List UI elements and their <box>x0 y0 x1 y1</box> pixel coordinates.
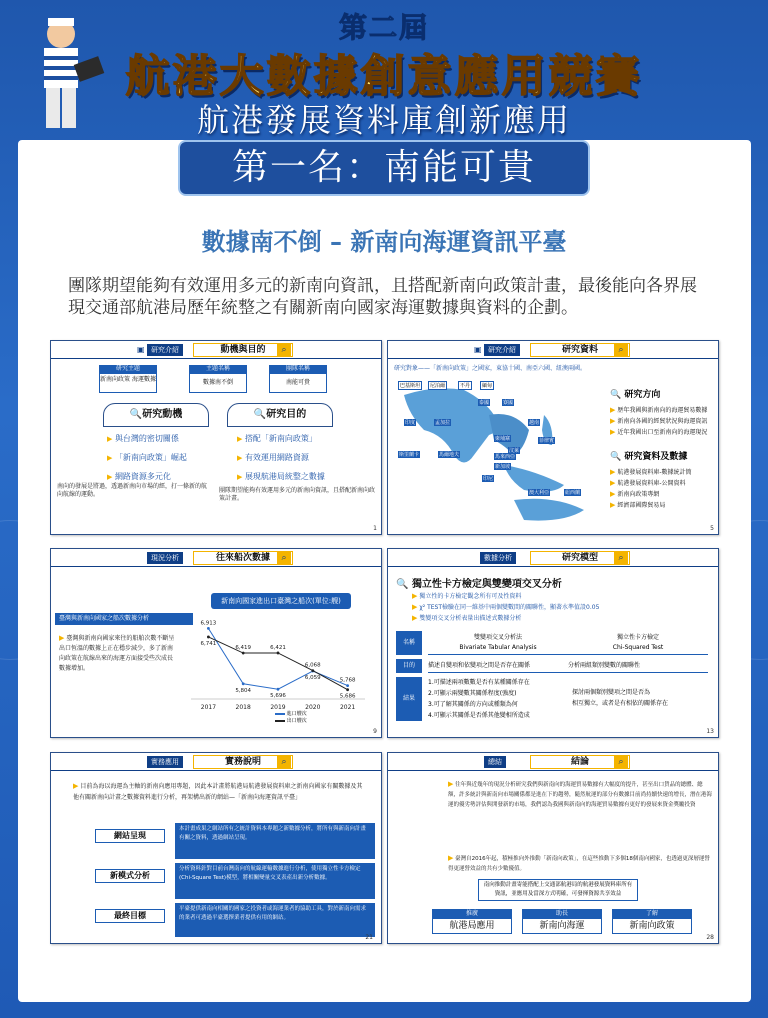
row-label: 名稱 <box>396 631 422 655</box>
list-item: ▶ 搭配「新南向政策」 <box>237 434 317 443</box>
meta-header: 主題名稱 <box>189 365 247 373</box>
resources-list <box>610 467 718 511</box>
slide-header <box>388 549 718 567</box>
country-label: 印尼 <box>483 476 494 482</box>
slide-tag: 總結 <box>484 756 506 768</box>
list-item: ▶ 與台灣的密切關係 <box>107 434 179 443</box>
practice-intro: ▶ 目前為海以海運為主軸的新南向應用專題，因此本計畫將航港局航港發展資料庫之新南向國家有關數據及其他有關新南向計畫之數據資料進行分析，再架構出新的網站—「新南向海運資訊平臺」 <box>73 782 363 801</box>
table-cell-line: 探討兩個類別變項之間是否為 <box>572 689 651 696</box>
list-item-label: 歷年我國與新南向的海運貿易數據 <box>617 407 708 414</box>
table-cell-label: Chi-Squared Test <box>612 644 664 651</box>
legend-item <box>275 718 307 725</box>
slide-ship-data <box>50 548 382 738</box>
country-label: 馬爾地夫 <box>439 452 460 458</box>
goal-button <box>432 909 512 934</box>
slide-practice <box>50 752 382 944</box>
slide-icon: ▣ <box>474 345 482 354</box>
motivation-note: 南向的發展是將過，透過新南向市場的經，打一條新的航向航線的運動。 <box>57 483 208 498</box>
list-item-label: 搭配「新南向政策」 <box>244 434 317 443</box>
country-labels <box>398 379 588 524</box>
country-label: 泰國 <box>479 400 490 406</box>
list-item-label: 與台灣的密切關係 <box>114 434 179 443</box>
data-point <box>311 669 314 672</box>
list-item: ▶ 展現航港局統整之數據 <box>237 472 325 481</box>
list-item: ▶ 獨立性的卡方檢定觀念所有可及性資料 <box>412 592 522 600</box>
page-number: 13 <box>706 728 714 735</box>
search-icon: ⌕ <box>277 755 291 769</box>
direction-head <box>610 387 660 400</box>
row-label: 結果 <box>396 677 422 721</box>
analysis-label: 臺灣與新南向國家之船次數據分析 <box>55 613 193 625</box>
list-item: ▶ 有效運用網路資源 <box>237 453 309 462</box>
practice-label: 最終目標 <box>95 909 165 923</box>
page-number: 28 <box>706 934 714 941</box>
data-point <box>242 652 245 655</box>
list-item-label: 近年我國出口至新南向的海運現況 <box>617 429 708 436</box>
country-label: 馬來西亞 <box>495 454 516 460</box>
legend-label: 進口艘次 <box>286 711 307 717</box>
header-rule <box>51 566 381 567</box>
slide-header <box>51 549 381 567</box>
goal-button <box>522 909 602 934</box>
rank-banner: 第一名：南能可貴 <box>178 140 590 196</box>
conclusion-box: 南向推動計畫寄能搭配上交通部航港局的航港發展資料庫所有資訊，並應用及當深方式明確，可發揮資源共享效益 <box>478 879 638 901</box>
table-cell-line: 2.可顯示兩變數其關係程度(強度) <box>428 690 517 697</box>
country-label: 紐西蘭 <box>565 490 581 496</box>
table-cell-label: 獨立性卡方檢定 <box>616 634 659 641</box>
list-item: ▶ 航港發展資料庫-數據統計簡 <box>610 468 692 476</box>
purpose-note: 團隊期望能夠有效運用多元的新南向資訊，且搭配新南向政策計畫。 <box>219 487 376 502</box>
slide-title: 結論 <box>530 755 630 769</box>
list-item-label: 航港發展資料庫-公開資料 <box>617 480 686 487</box>
list-item-label: 展現航港局統整之數據 <box>244 472 325 481</box>
list-item-label: 有效運用網路資源 <box>244 453 309 462</box>
model-points <box>412 591 712 624</box>
data-label: 6,421 <box>270 644 286 651</box>
purpose-list <box>237 433 377 482</box>
search-icon: ⌕ <box>277 343 291 357</box>
data-label: 5,804 <box>235 687 252 694</box>
analysis-bullet: ▶ 臺灣與新南向國家來往的船舶次數不斷呈出口恆溫的數據上正在穩步減少，多了新南向政策在航線出來的海運方面接受些次成長數據增加。 <box>59 634 175 672</box>
country-label: 緬甸 <box>482 383 493 389</box>
resources-head <box>610 449 687 462</box>
search-icon: ⌕ <box>614 343 628 357</box>
data-label: 5,768 <box>339 677 356 684</box>
section-head-label: 研究動機 <box>142 409 183 420</box>
x-tick-label: 2020 <box>305 704 321 711</box>
slide-tag: 實務應用 <box>147 756 183 768</box>
country-label: 澳大利亞 <box>529 490 550 496</box>
table-cell-line: 1.可描述兩項數數是否有某種關係存在 <box>428 679 530 686</box>
magnifier-icon: 🔍 <box>610 452 622 462</box>
data-label: 6,059 <box>304 675 321 682</box>
data-label: 6,068 <box>304 662 321 669</box>
x-tick-label: 2019 <box>270 704 286 711</box>
sub-event-title: 第二屆 <box>338 11 429 44</box>
slide-motivation <box>50 340 382 535</box>
data-label: 6,419 <box>235 645 252 652</box>
list-item: ▶ 新南向政策專網 <box>610 490 660 498</box>
data-point <box>277 652 280 655</box>
chart-title: 新南向國家進出口臺灣之船次(單位:艘) <box>211 593 351 609</box>
section-head-label: 研究目的 <box>266 409 307 420</box>
slide-header <box>388 341 718 359</box>
legend-item <box>275 711 307 718</box>
country-label: 柬埔寨 <box>495 436 511 442</box>
competition-subtitle: 航港發展資料庫創新應用 <box>196 101 571 139</box>
chart-legend <box>275 711 307 725</box>
slide-header <box>388 753 718 771</box>
legend-swatch <box>275 720 285 722</box>
model-head-label: 獨立性卡方檢定與雙變項交叉分析 <box>411 579 562 590</box>
meta-value: 新南向政策 海運數據 <box>99 373 157 393</box>
data-label: 6,913 <box>200 620 217 627</box>
page-number: 1 <box>373 525 377 532</box>
slide-conclusion <box>387 752 719 944</box>
slide-title: 研究資料 <box>530 343 630 357</box>
meta-value: 數據南不倒 <box>189 373 247 393</box>
legend-label: 出口艘次 <box>286 718 307 724</box>
slide-tag: 數據分析 <box>480 552 516 564</box>
list-item-label: 新南向各國的經貿狀況與海運資訊 <box>617 418 708 425</box>
goal-button-label: 航港局應用 <box>432 918 512 934</box>
table-cell <box>572 687 708 709</box>
goal-button-head: 了解 <box>612 909 692 918</box>
list-item-label: 網路資源多元化 <box>114 472 171 481</box>
page-number: 21 <box>365 934 373 941</box>
table-cell-line: 相互獨立，或者是有相依的關係存在 <box>572 700 669 707</box>
table-cell <box>428 677 568 721</box>
table-cell-line: 3.可了解其關係的方向或種類為何 <box>428 701 518 708</box>
header-rule <box>388 358 718 359</box>
practice-intro-text: 目前為海以海運為主軸的新南向應用專題，因此本計畫將航港局航港發展資料庫之新南向國家有關數據及其他有關新南向計畫之數據資料進行分析，再架構出新的網站—「新南向海運資訊平臺」 <box>73 783 363 801</box>
resources-head-label: 研究資料及數據 <box>624 452 688 462</box>
x-tick-label: 2021 <box>339 704 356 711</box>
data-label: 5,686 <box>339 693 356 700</box>
slide-header <box>51 753 381 771</box>
table-cell: 描述自變項和依變項之間是否存在關係 <box>428 659 568 673</box>
header <box>0 0 768 140</box>
page-number: 9 <box>373 728 377 735</box>
conclusion-p1-text: 往年與近幾年的現況分析研究我們與新南向的海運貿易數據有大幅度的提升，甚至出口貨品的總體、總額，許多統計與新南向市場關係都是進在下的趨勢，隨然航運的部分有數據目前尚持續快速的增長，潛在港海運的優劣勢評估與開發新的市場，我們認為我國與新南向的海運貿易數據有更好的發展來資金獎勵投資 <box>448 782 713 808</box>
goal-button-label: 新南向政策 <box>612 918 692 934</box>
slide-tag: 研究介紹 <box>147 344 183 356</box>
slide-header <box>51 341 381 359</box>
conclusion-p1: ▶ 往年與近幾年的現況分析研究我們與新南向的海運貿易數據有大幅度的提升，甚至出口貨品的總體、總額，許多統計與新南向市場關係都是進在下的趨勢，隨然航運的部分有數據目前尚持續快速的增長，潛在港海運的優劣勢評估與開發新的市場，我們認為我國與新南向的海運貿易數據有更好的發展來資金獎勵投資 <box>448 780 713 808</box>
list-item: ▶ 經濟部國際貿易局 <box>610 501 666 509</box>
list-item: ▶ 「新南向政策」崛起 <box>107 453 187 462</box>
list-item: ▶ 網路資源多元化 <box>107 472 171 481</box>
list-item: ▶ 近年我國出口至新南向的海運現況 <box>610 428 708 436</box>
magnifier-icon: 🔍 <box>396 579 409 590</box>
series-line <box>208 628 347 689</box>
competition-title: 航港大數據創意應用競賽 <box>125 51 643 102</box>
goal-button-label: 新南向海運 <box>522 918 602 934</box>
direction-list <box>610 405 718 438</box>
slide-title: 往來船次數據 <box>193 551 293 565</box>
search-icon: ⌕ <box>614 755 628 769</box>
project-description: 團隊期望能夠有效運用多元的新南向資訊，且搭配新南向政策計畫，最後能向各界展現交通部航港局歷年統整之有關新南向國家海運數據與資料的企劃。 <box>68 276 697 318</box>
meta-header: 團隊名稱 <box>269 365 327 373</box>
table-cell: 分析兩組類別變數的關聯性 <box>568 659 708 673</box>
practice-text: 本計畫成果之網站所有之統計資料本專題之新數據分析，將所有與新南向計畫有關之資料，透過網站呈現。 <box>175 823 375 859</box>
slide-title: 研究模型 <box>530 551 630 565</box>
page-number: 5 <box>710 525 714 532</box>
meta-value: 南能可貴 <box>269 373 327 393</box>
data-point <box>346 684 349 687</box>
list-item-label: 獨立性的卡方檢定觀念所有可及性資料 <box>419 593 522 600</box>
list-item: ▶ 歷年我國與新南向的海運貿易數據 <box>610 406 708 414</box>
list-item-label: 航港發展資料庫-數據統計簡 <box>617 469 692 476</box>
goal-button-head: 推廣 <box>432 909 512 918</box>
country-label: 不丹 <box>460 383 471 389</box>
list-item-label: 「新南向政策」崛起 <box>114 453 187 462</box>
country-label: 菲律賓 <box>539 438 555 444</box>
x-tick-label: 2017 <box>200 704 217 711</box>
data-point <box>207 636 210 639</box>
country-label: 新加坡 <box>495 464 511 470</box>
ship-chart <box>177 611 377 721</box>
project-title: 數據南不倒 – 新南向海運資訊平臺 <box>201 228 567 256</box>
list-item: ▶ 新南向各國的經貿狀況與海運資訊 <box>610 417 708 425</box>
slide-research-data <box>387 340 719 535</box>
conclusion-p2: ▶ 臺灣自2016年起，積極推向外推動「新南向政策」，在這些推動下多個18個南向國家，也透過更深層運營得更運營效益的共有少數優值。 <box>448 854 710 872</box>
analysis-bullet-text: 臺灣與新南向國家來往的船舶次數不斷呈出口恆溫的數據上正在穩步減少，多了新南向政策在航線出來的海運方面接受些次成長數據增加。 <box>59 635 175 672</box>
section-head <box>227 403 333 427</box>
table-cell <box>568 631 708 655</box>
country-label: 尼泊爾 <box>430 383 446 389</box>
list-item-label: 新南向政策專網 <box>617 491 660 498</box>
data-point <box>277 688 280 691</box>
slide-tag: 現況分析 <box>147 552 183 564</box>
list-item-label: 經濟部國際貿易局 <box>617 502 666 509</box>
magnifier-icon: 🔍 <box>253 409 267 420</box>
goal-button-head: 助長 <box>522 909 602 918</box>
practice-label: 新模式分析 <box>95 869 165 883</box>
motivation-list <box>107 433 217 482</box>
list-item-label: χ² TEST檢驗在同一維基中兩個變數間的關聯性，顯著水準值設0.05 <box>419 604 600 611</box>
table-cell-label: Bivariate Tabular Analysis <box>459 644 537 651</box>
header-rule <box>388 770 718 771</box>
section-head <box>103 403 209 427</box>
header-rule <box>388 566 718 567</box>
practice-text: 分析資料針對目前台灣南向的航線運輸數據進行分析，使用獨立性卡方檢定(Chi-Square Test)模型，將相關變量交叉表產出新分析數據。 <box>175 863 375 899</box>
magnifier-icon: 🔍 <box>610 390 622 400</box>
slide-research-model <box>387 548 719 738</box>
slide-tag: 研究介紹 <box>484 344 520 356</box>
slide-title: 動機與目的 <box>193 343 293 357</box>
practice-text: 平臺提供新南向相關的國家之投資者或海運業者的協助工具，對於新南向需求的業者可透過平臺選擇業者提供有用的網站。 <box>175 903 375 937</box>
search-icon: ⌕ <box>277 551 291 565</box>
table-cell <box>428 631 568 655</box>
list-item-label: 雙變項交叉分析表量出描述式數據分析 <box>419 615 522 622</box>
slide-icon: ▣ <box>137 345 145 354</box>
country-label: 孟加拉 <box>435 420 451 426</box>
slide-title: 實務說明 <box>193 755 293 769</box>
country-label: 汶萊 <box>509 448 520 454</box>
data-point <box>207 627 210 630</box>
model-head <box>396 575 562 590</box>
magnifier-icon: 🔍 <box>129 409 143 420</box>
legend-swatch <box>275 713 285 715</box>
data-label: 5,696 <box>270 693 286 700</box>
conclusion-p2-text: 臺灣自2016年起，積極推向外推動「新南向政策」，在這些推動下多個18個南向國家，也透過更深層運營得更運營效益的共有少數優值。 <box>448 856 710 872</box>
list-item: ▶ 雙變項交叉分析表量出描述式數據分析 <box>412 614 522 622</box>
data-label: 6,741 <box>200 640 217 647</box>
list-item: ▶ 航港發展資料庫-公開資料 <box>610 479 686 487</box>
goal-button <box>612 909 692 934</box>
meta-header: 研究主題 <box>99 365 157 373</box>
direction-head-label: 研究方向 <box>624 390 661 400</box>
country-label: 寮國 <box>503 400 514 406</box>
country-label: 斯里蘭卡 <box>399 452 420 458</box>
search-icon: ⌕ <box>614 551 628 565</box>
research-intro: 研究對象——「新南向政策」之國家，東協十國、南亞六國、紐澳兩國。 <box>394 365 587 372</box>
row-label: 目的 <box>396 659 422 673</box>
list-item: ▶ χ² TEST檢驗在同一維基中兩個變數間的關聯性，顯著水準值設0.05 <box>412 603 600 611</box>
table-cell-line: 4.可顯示其關係是否係其他變相所造成 <box>428 712 530 719</box>
country-label: 巴基斯坦 <box>400 383 421 389</box>
practice-label: 網站呈現 <box>95 829 165 843</box>
table-cell-label: 雙變項交叉分析法 <box>473 634 522 641</box>
header-rule <box>51 770 381 771</box>
country-label: 越南 <box>529 420 540 426</box>
data-point <box>346 688 349 691</box>
header-rule <box>51 358 381 359</box>
x-tick-label: 2018 <box>235 704 251 711</box>
data-point <box>242 682 245 685</box>
country-label: 印度 <box>405 420 416 426</box>
